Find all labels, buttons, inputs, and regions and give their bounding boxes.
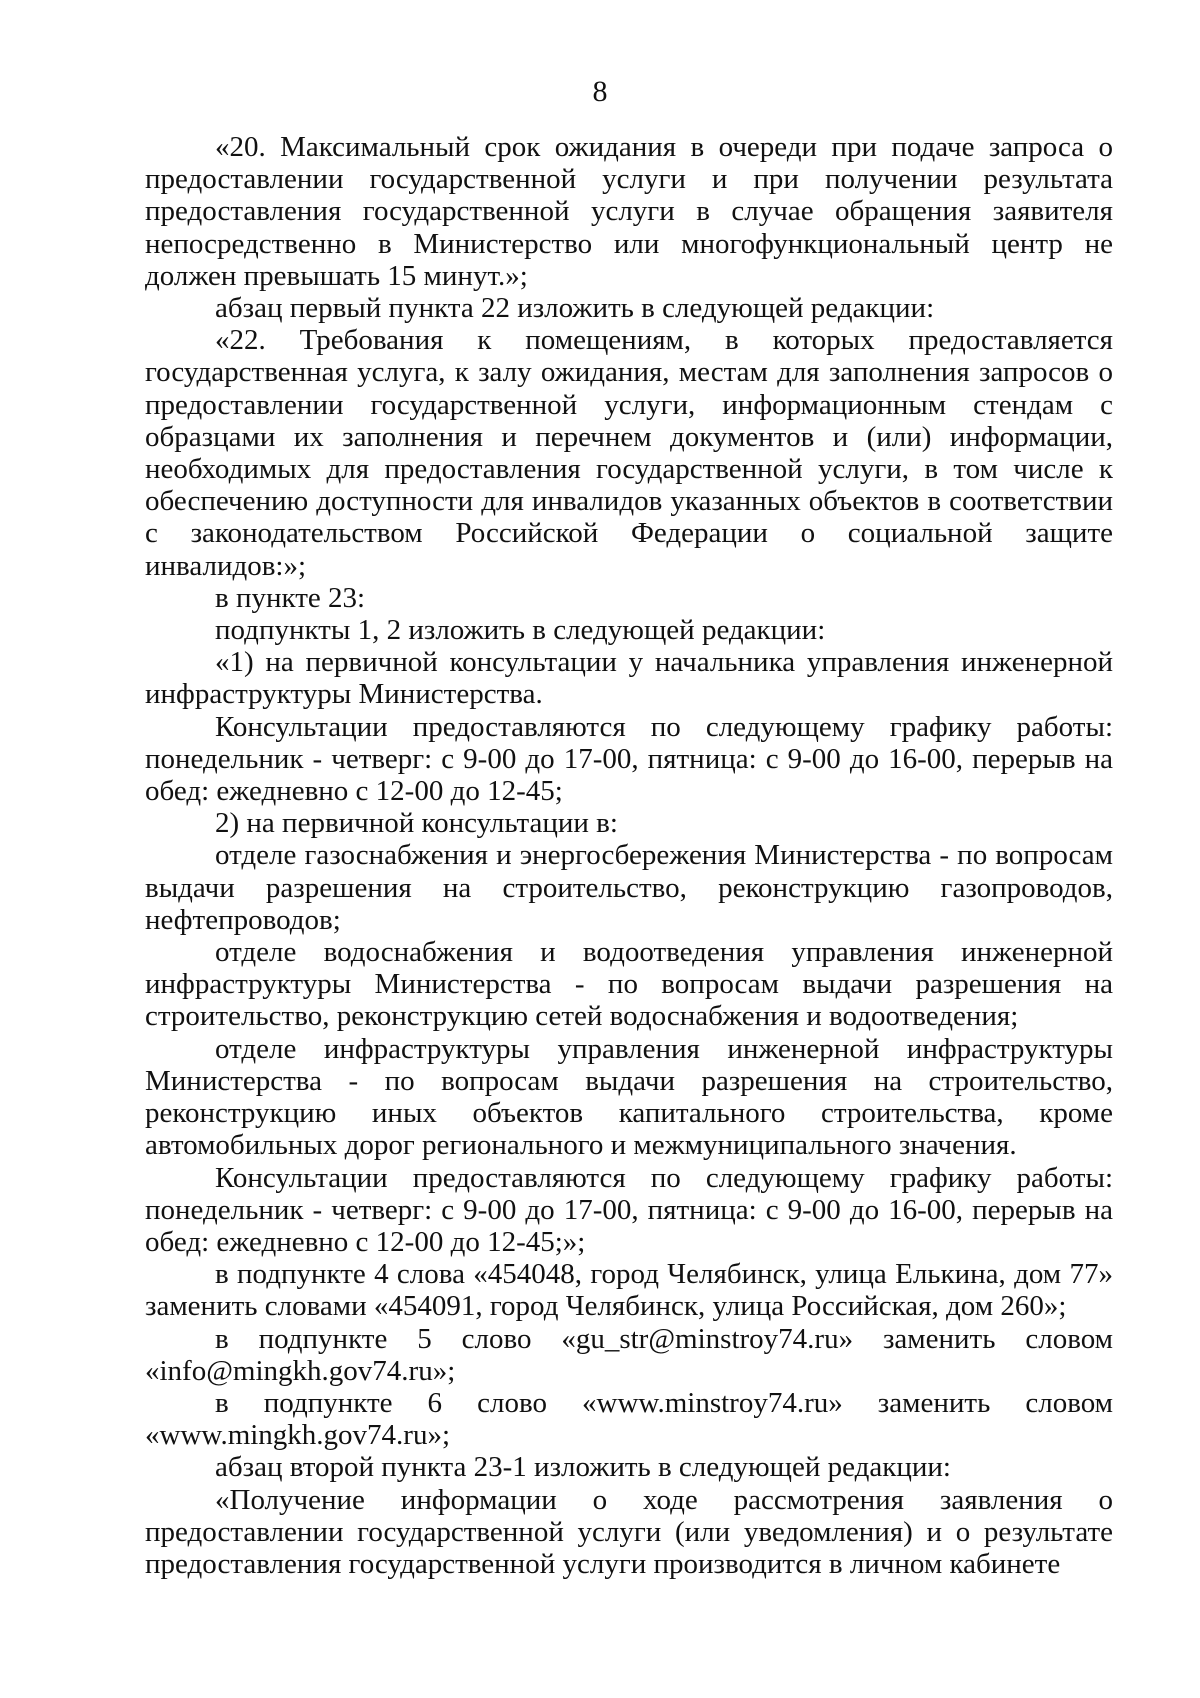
paragraph-item-20-text: «20. Максимальный срок ожидания в очереди при подаче запроса о предоставлении государственной услуги и при получении результата предоставления государственной услуги в случае обращения заявителя непосредственно в Министерство или многофункциональный центр не должен превышать 15 минут.»; [145,131,1113,292]
paragraph-subitem-1: «1) на первичной консультации у начальника управления инженерной инфраструктуры Министерства. [145,646,1113,711]
paragraph-amend-item-22: абзац первый пункта 22 изложить в следующей редакции: [215,292,935,325]
paragraph-subitems-1-2-amend: подпункты 1, 2 изложить в следующей редакции: [215,614,826,647]
paragraph-subitem-5-email: в подпункте 5 слово «gu_str@minstroy74.ru» заменить словом «info@mingkh.gov74.ru»; [145,1322,1113,1387]
page-number: 8 [592,75,608,108]
paragraph-subitem-2: 2) на первичной консультации в: [215,807,618,840]
paragraph-subitem-6-website: в подпункте 6 слово «www.minstroy74.ru» заменить словом «www.mingkh.gov74.ru»; [145,1386,1113,1452]
paragraph-amend-item-23-1: абзац второй пункта 23-1 изложить в следующей редакции: [215,1451,951,1484]
paragraph-water-department: отделе водоснабжения и водоотведения управления инженерной инфраструктуры Министерства - по вопросам выдачи разрешения на строительство, реконструкцию сетей водоснабжения и водоотведения; [145,936,1113,1033]
paragraph-item-22-text: «22. Требования к помещениям, в которых предоставляется государственная услуга, к залу ожидания, местам для заполнения запросов о предоставлении государственной услуги, информационным стендам с образцами их заполнения и перечнем документов и (или) информации, необходимых для предоставления государственной услуги, в том числе к обеспечению доступности для инвалидов указанных объектов в соответствии с законодательством Российской Федерации о социальной защите инвалидов:»; [145,324,1113,582]
paragraph-consultation-schedule-2: Консультации предоставляются по следующему графику работы: понедельник - четверг: с 9-00 до 17-00, пятница: с 9-00 до 16-00, перерыв на обед: ежедневно с 12-00 до 12-45;»; [145,1161,1113,1258]
paragraph-subitem-4-address: в подпункте 4 слова «454048, город Челябинск, улица Елькина, дом 77» заменить словами «454091, город Челябинск, улица Российская, дом 260»; [145,1258,1113,1323]
paragraph-consultation-schedule-1: Консультации предоставляются по следующему графику работы: понедельник - четверг: с 9-00 до 17-00, пятница: с 9-00 до 16-00, перерыв на обед: ежедневно с 12-00 до 12-45; [145,710,1113,808]
paragraph-item-23-1-text: «Получение информации о ходе рассмотрения заявления о предоставлении государственной услуги (или уведомления) и о результате предоставления государственной услуги производится в личном кабинете [145,1483,1113,1580]
paragraph-item-23-intro: в пункте 23: [215,581,366,614]
paragraph-gas-department: отделе газоснабжения и энергосбережения Министерства - по вопросам выдачи разрешения на строительство, реконструкцию газопроводов, нефтепроводов; [145,839,1113,936]
document-body [145,131,1113,1580]
paragraph-infrastructure-department: отделе инфраструктуры управления инженерной инфраструктуры Министерства - по вопросам выдачи разрешения на строительство, реконструкцию иных объектов капитального строительства, кроме автомобильных дорог регионального и межмуниципального значения. [145,1032,1113,1162]
